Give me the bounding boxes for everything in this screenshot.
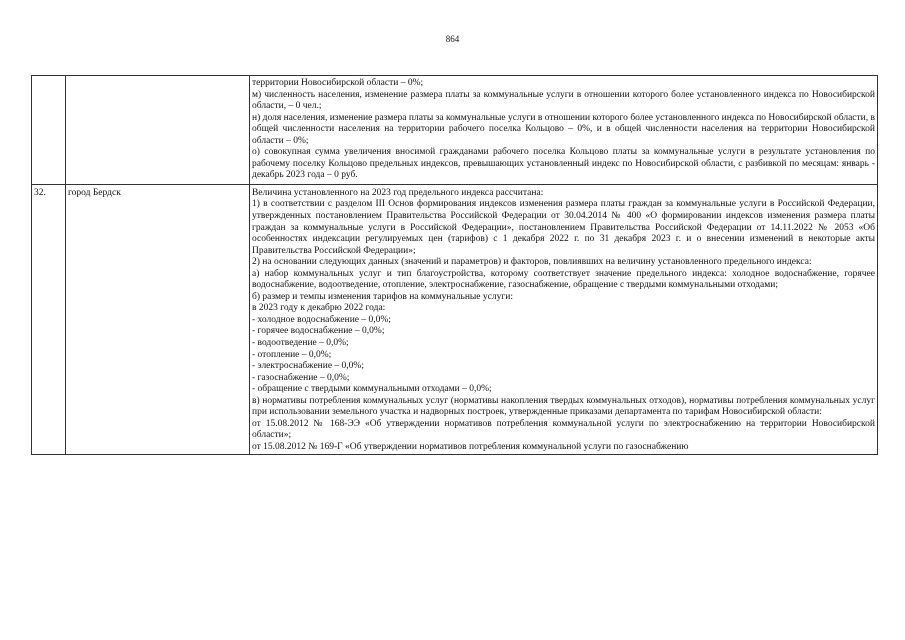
list-item: - электроснабжение – 0,0%;	[252, 361, 364, 372]
table-row	[32, 184, 878, 454]
paragraph: Величина установленного на 2023 год предельного индекса рассчитана:	[252, 187, 544, 198]
paragraph: 1) в соответствии с разделом III Основ формирования индексов изменения размера платы граждан за коммунальные услуги в Российской Федерации, утвержденных постановлением Правительства Российской Федерации от 30.04.2014 № 400 «О формировании индексов изменения размера платы граждан за коммунальные услуги в Российской Федерации», постановлением Правительства Российской Федерации от 14.11.2022 № 2053 «Об особенностях индексации регулируемых цен (тарифов) с 1 декабря 2022 г. по 31 декабря 2023 г. и о внесении изменений в некоторые акты Правительства Российской Федерации»;	[252, 199, 875, 256]
table-row	[32, 76, 878, 185]
list-item: - горячее водоснабжение – 0,0%;	[252, 326, 385, 337]
paragraph: м) численность населения, изменение размера платы за коммунальные услуги в отношении которого более установленного индекса по Новосибирской области, – 0 чел.;	[252, 89, 875, 112]
document-table	[31, 75, 878, 455]
paragraph: территории Новосибирской области – 0%;	[252, 78, 424, 88]
list-item: - водоотведение – 0,0%;	[252, 338, 349, 349]
list-item: - газоснабжение – 0,0%;	[252, 372, 350, 383]
row-number-cell: 32.	[32, 184, 66, 454]
paragraph: о) совокупная сумма увеличения вносимой гражданами рабочего поселка Кольцово платы за коммунальные услуги в результате установления по рабочему поселку Кольцово предельных индексов, превышающих установленный индекс по Новосибирской области, с разбивкой по месяцам: январь - декабрь 2023 года – 0 руб.	[252, 147, 875, 181]
page-number: 864	[445, 34, 460, 44]
list-item: - холодное водоснабжение – 0,0%;	[252, 314, 391, 325]
row-number-cell	[32, 76, 66, 185]
paragraph: 2) на основании следующих данных (значений и параметров) и факторов, повлиявших на величину установленного предельного индекса:	[252, 257, 812, 268]
list-item: - отопление – 0,0%;	[252, 349, 332, 360]
municipality-name-cell	[66, 76, 250, 185]
paragraph: а) набор коммунальных услуг и тип благоустройства, которому соответствует значение предельного индекса: холодное водоснабжение, горячее водоснабжение, водоотведение, отопление, электроснабжение, газоснабжение, обращение с твердыми коммунальными отходами;	[252, 268, 875, 291]
paragraph: от 15.08.2012 № 168-ЭЭ «Об утверждении нормативов потребления коммунальной услуги по электроснабжению на территории Новосибирской области»;	[252, 418, 875, 441]
paragraph: б) размер и темпы изменения тарифов на коммунальные услуги:	[252, 291, 513, 302]
description-cell	[250, 184, 878, 454]
paragraph: н) доля населения, изменение размера платы за коммунальные услуги в отношении которого более установленного индекса по Новосибирской области, в общей численности населения на территории рабочего поселка Кольцово – 0%, и в общей численности населения на территории Новосибирской области – 0%;	[252, 112, 875, 146]
paragraph: в 2023 году к декабрю 2022 года:	[252, 303, 386, 314]
description-cell	[250, 76, 878, 185]
list-item: - обращение с твердыми коммунальными отходами – 0,0%;	[252, 384, 492, 395]
paragraph: от 15.08.2012 № 169-Г «Об утверждении нормативов потребления коммунальной услуги по газоснабжению	[252, 441, 689, 452]
municipality-name-cell: город Бердск	[66, 184, 250, 454]
paragraph: в) нормативы потребления коммунальных услуг (нормативы накопления твердых коммунальных отходов), нормативы потребления коммунальных услуг при использовании земельного участка и надворных построек, утвержденные приказами департамента по тарифам Новосибирской области:	[252, 395, 875, 418]
